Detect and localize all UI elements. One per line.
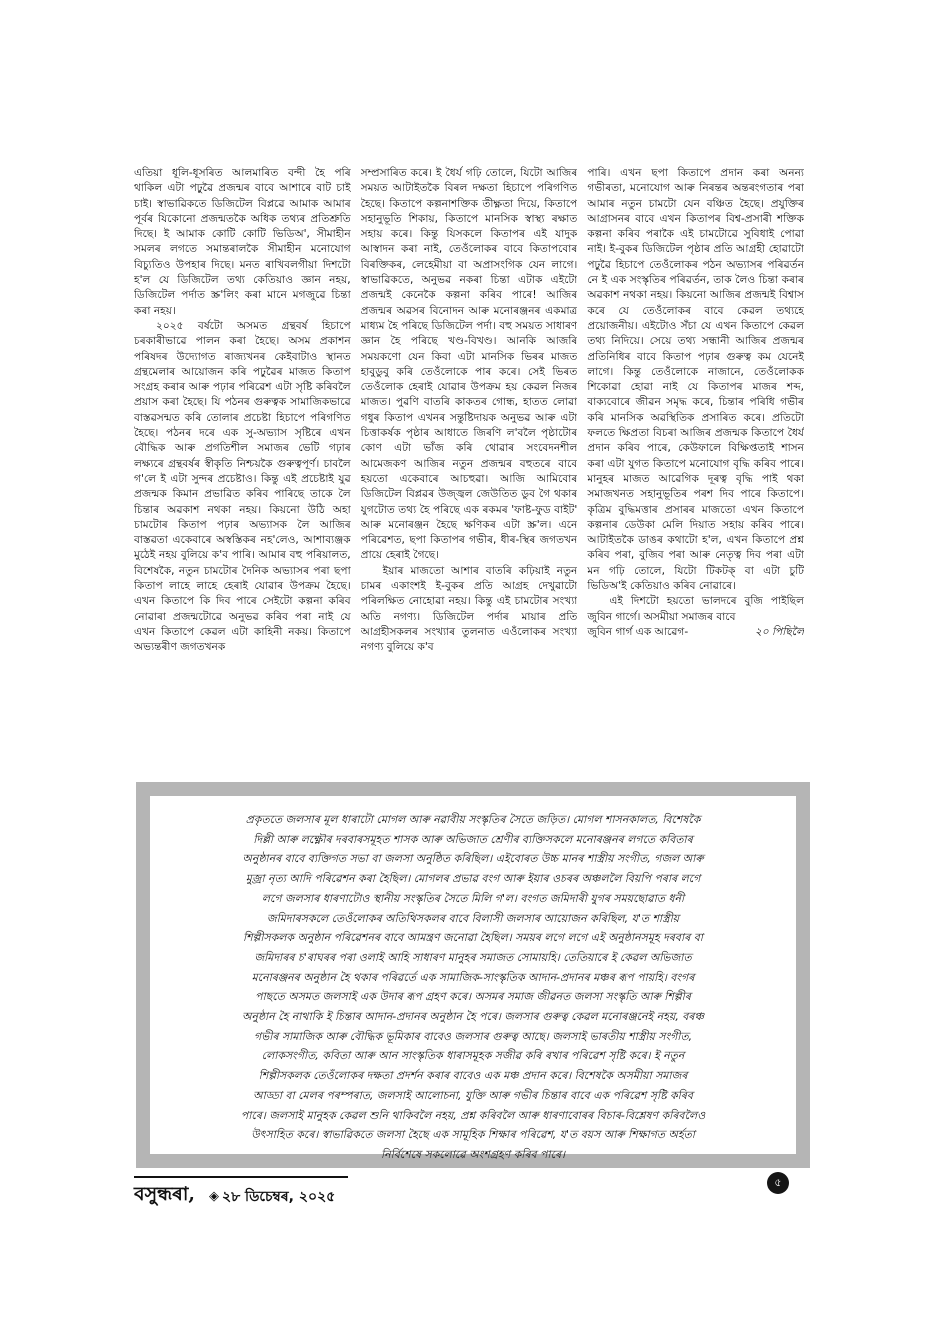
sidebar-box-line: লগে জলসাৰ ধাৰণাটোও স্থানীয় সংস্কৃতিৰ সৈতে মিলি গ'ল। বংগত জমিদাৰী যুগৰ সময়ছোৱাত ধনী	[261, 891, 685, 905]
sidebar-box-line: মুজ্ৰা নৃত্য আদি পৰিৱেশন কৰা হৈছিল। মোগলৰ প্ৰভাৱ বংগ আৰু ইয়াৰ ওচৰৰ অঞ্চললৈ বিয়পি পৰাৰ লগে	[245, 872, 701, 886]
issue-date	[209, 1185, 335, 1209]
sidebar-box-line: অনুষ্ঠান হৈ নাথাকি ই চিন্তাৰ আদান-প্ৰদানৰ অনুষ্ঠান হৈ পৰে। জলসাৰ গুৰুত্ব কেৱল মনোৰঞ্জনেই নহয়, বৰঞ্চ	[242, 1010, 704, 1024]
article-paragraph: ইয়াৰ মাজতো আশাৰ বাতৰি কঢ়িয়াই নতুন চামৰ একাংশই ই-বুকৰ প্ৰতি আগ্ৰহ দেখুৱাটো পৰিলক্ষিত নোহোৱা নহয়। কিন্তু এই চামটোৰ সংখ্যা অতি নগণ্য। ডিজিটেল পৰ্দাৰ মায়াৰ প্ৰতি আগ্ৰহীসকলৰ সংখ্যাৰ তুলনাত এওঁলোকৰ সংখ্যা নগণ্য বুলিয়ে ক'ব	[360, 564, 578, 654]
article-paragraph: ২০২৫ বৰ্ষটো অসমত গ্ৰন্থবৰ্ষ হিচাপে চৰকাৰীভাৱে পালন কৰা হৈছে। অসম প্ৰকাশন পৰিষদৰ উদ্যোগত ৰাজ্যখনৰ কেইবাটাও স্থানত গ্ৰন্থমেলাৰ আয়োজন কৰি পঢ়ুৱৈৰ মাজত কিতাপ সংগ্ৰহ কৰাৰ আৰু পঢ়াৰ পৰিৱেশ এটা সৃষ্টি কৰিবলৈ প্ৰয়াস কৰা হৈছে। যি পঠনৰ গুৰুত্বক সামাজিকভাৱে বাস্তৱসন্মত কৰি তোলাৰ প্ৰচেষ্টা হিচাপে পৰিগণিত হৈছে। পঠনৰ দৰে এক সু-অভ্যাস সৃষ্টিৰে এখন বৌদ্ধিক আৰু প্ৰগতিশীল সমাজৰ ভেটি গঢ়াৰ লক্ষ্যৰে গ্ৰন্থবৰ্ষৰ স্বীকৃতি নিশ্চয়কৈ গুৰুত্বপূৰ্ণ। চাবলৈ গ'লে ই এটা সুন্দৰ প্ৰচেষ্টাও। কিন্তু এই প্ৰচেষ্টাই যুৱ প্ৰজন্মক কিমান প্ৰভাৱিত কৰিব পাৰিছে তাকে লৈ চিন্তাৰ অৱকাশ নথকা নহয়। কিয়নো উঠি অহা চামটোৰ কিতাপ পঢ়াৰ অভ্যাসক লৈ আজিৰ বাস্তৱতা একেবাৰে অস্বস্তিকৰ নহ'লেও, আশাব্যঞ্জক মুঠেই নহয় বুলিয়ে ক'ব পাৰি। আমাৰ বহু পৰিয়ালত, বিশেষকৈ, নতুন চামটোৰ দৈনিক অভ্যাসৰ পৰা ছপা কিতাপ লাহে লাহে হেৰাই যোৱাৰ উপক্ৰম হৈছে। এখন কিতাপে কি দিব পাৰে সেইটো কল্পনা কৰিব নোৱাৰা প্ৰজন্মটোৱে অনুভৱ কৰিব পৰা নাই যে এখন কিতাপে কেৱল এটা কাহিনী নকয়। কিতাপে অভ্যন্তৰীণ জগতখনক	[134, 319, 351, 654]
sidebar-box-line: পাছতে অসমত জলসাই এক উদাৰ ৰূপ গ্ৰহণ কৰে। অসমৰ সমাজ জীৱনত জলসা সংস্কৃতি আৰু শিল্পীৰ	[255, 990, 691, 1004]
footer-rule	[134, 1176, 348, 1178]
sidebar-box-line: অনুষ্ঠানৰ বাবে ব্যক্তিগত সভা বা জলসা অনুষ্ঠিত কৰিছিল। এইবোৰত উচ্চ মানৰ শাস্ত্ৰীয় সংগীত, গজল আৰু	[242, 852, 704, 866]
sidebar-box-line: জমিদাৰসকলে তেওঁলোকৰ অতিথিসকলৰ বাবে বিলাসী জলসাৰ আয়োজন কৰিছিল, য'ত শাস্ত্ৰীয়	[266, 911, 680, 925]
sidebar-box-line: জমিদাৰৰ চ'ৰাঘৰৰ পৰা ওলাই আহি সাধাৰণ মানুহৰ সমাজত সোমায়হি। তেতিয়াৰে ই কেৱল অভিজাত	[254, 950, 692, 964]
article-column-2	[361, 166, 578, 770]
sidebar-box-line: শিল্পীসকলক অনুষ্ঠান পৰিৱেশনৰ বাবে আমন্ত্ৰণ জনোৱা হৈছিল। সময়ৰ লগে লগে এই অনুষ্ঠানসমূহ দৰবাৰ বা	[243, 931, 703, 945]
article-paragraph: সম্প্ৰসাৰিত কৰে। ই ধৈৰ্য গঢ়ি তোলে, যিটো আজিৰ সময়ত আটাইতকৈ বিৰল দক্ষতা হিচাপে পৰিগণিত হৈছে। কিতাপে কল্পনাশক্তিক তীক্ষ্ণতা দিয়ে, কিতাপে সহানুভূতি শিকায়, কিতাপে মানসিক স্বাস্থ্য ৰক্ষাত সহায় কৰে। কিন্তু যিসকলে কিতাপৰ এই যাদুক আস্বাদন কৰা নাই, তেওঁলোকৰ বাবে কিতাপবোৰ বিৰক্তিকৰ, লেহেমীয়া বা অপ্ৰাসংগিক যেন লাগে। স্বাভাৱিকতে, অনুভৱ নকৰা চিন্তা এটাক এইটো প্ৰজন্মই কেনেকৈ কল্পনা কৰিব পাৰে! আজিৰ প্ৰজন্মৰ অৱসৰ বিনোদন আৰু মনোৰঞ্জনৰ একমাত্ৰ মাধ্যম হৈ পৰিছে ডিজিটেল পৰ্দা। বহু সময়ত সাধাৰণ জ্ঞান হৈ পৰিছে খণ্ড-বিখণ্ড। আনকি আজৰি সময়কণো যেন কিবা এটা মানসিক ভিৰৰ মাজত হাবুডুবু কৰি তেওঁলোকে পাৰ কৰে। সেই ভিৰত তেওঁলোক হেৰাই যোৱাৰ উপক্ৰম হয় কেৱল নিজৰ মাজত। পুৱণি বাতৰি কাকতৰ গোন্ধ, হাতত লোৱা গধুৰ কিতাপ এখনৰ সন্তুষ্টিদায়ক অনুভৱ আৰু এটা চিত্তাকৰ্ষক পৃষ্ঠাৰ আধাতে জিৰণি ল'বলৈ পৃষ্ঠাটোৰ কোণ এটা ভাঁজ কৰি থোৱাৰ সংবেদনশীল আমেজকণ আজিৰ নতুন প্ৰজন্মৰ বহুতৰে বাবে হয়তো একেবাৰে আচহুৱা। আজি আমিবোৰ ডিজিটেল বিপ্লৱৰ উজ্জ্বল জেউতিত ডুব গৈ থকাৰ যুগটোত তথ্য হৈ পৰিছে এক ৰকমৰ 'ফাষ্ট-ফুড বাইট' আৰু মনোৰঞ্জন হৈছে ক্ষণিকৰ এটা স্ক্ৰ'ল। এনে পৰিৱেশত, ছপা কিতাপৰ গভীৰ, ধীৰ-স্থিৰ জগতখন প্ৰায়ে হেৰাই গৈছে।	[360, 167, 578, 562]
article-paragraph: এতিয়া ধূলি-ধূসৰিত আলমাৰিত বন্দী হৈ পৰি থাকিল এটা পঢ়ুৱৈ প্ৰজন্মৰ বাবে আশাৰে বাট চাই চাই। স্বাভাৱিকতে ডিজিটেল বিপ্লৱে আমাক আমাৰ পূৰ্বৰ যিকোনো প্ৰজন্মতকৈ অধিক তথ্যৰ প্ৰতিশ্ৰুতি দিছে। ই আমাক কোটি কোটি ভিডিঅ', সীমাহীন সমলৰ লগতে সমান্তৰালকৈ সীমাহীন মনোযোগ বিচ্যুতিও উপহাৰ দিছে। মনত ৰাখিবলগীয়া দিশটো হ'ল যে ডিজিটেল তথ্য কেতিয়াও জ্ঞান নহয়, ডিজিটেল পৰ্দাত স্ক্ৰ'লিং কৰা মানে মগজুৱে চিন্তা কৰা নহয়।	[134, 167, 351, 317]
page-footer	[134, 1180, 335, 1212]
article-paragraph: এই দিশটো হয়তো ভালদৰে বুজি পাইছিল জুবিন গাৰ্গে। অসমীয়া সমাজৰ বাবে	[587, 595, 805, 623]
sidebar-box-line: পাৰে। জলসাই মানুহক কেৱল শুনি থাকিবলৈ নহয়, প্ৰশ্ন কৰিবলৈ আৰু ধাৰণাবোৰৰ বিচাৰ-বিশ্লেষণ কৰিবলৈও	[240, 1108, 706, 1122]
last-line-text: জুবিন গাৰ্গ এক আৱেগ-	[587, 625, 689, 638]
article-paragraph: পাৰি। এখন ছপা কিতাপে প্ৰদান কৰা অনন্য গভীৰতা, মনোযোগ আৰু নিৰন্তৰ অন্তৰংগতাৰ পৰা আমাৰ নতুন চামটো যেন বঞ্চিত হৈছে। প্ৰযুক্তিৰ আগ্ৰাসনৰ বাবে এখন কিতাপৰ বিশ্ব-প্ৰসাৰী শক্তিক কল্পনা কৰিব পৰাকৈ এই চামটোৱে সুবিধাই পোৱা নাই। ই-বুকৰ ডিজিটেল পৃষ্ঠাৰ প্ৰতি আগ্ৰহী হোৱাটো পঢ়ুৱৈ হিচাপে তেওঁলোকৰ পঠন অভ্যাসৰ পৰিৱৰ্তন নে ই এক সংস্কৃতিৰ পৰিৱৰ্তন, তাক লৈও চিন্তা কৰাৰ অৱকাশ নথকা নহয়। কিয়নো আজিৰ প্ৰজন্মই বিশ্বাস কৰে যে তেওঁলোকৰ বাবে কেৱল তথ্যহে প্ৰয়োজনীয়। এইটোও সঁচা যে এখন কিতাপে কেৱল তথ্য নিদিয়ে। সেয়ে তথ্য সন্ধানী আজিৰ প্ৰজন্মৰ প্ৰতিনিধিৰ বাবে কিতাপ পঢ়াৰ গুৰুত্ব কম যেনেই লাগে। কিন্তু তেওঁলোকে নাজানে, তেওঁলোকক শিকোৱা হোৱা নাই যে কিতাপৰ মাজৰ শব্দ, বাক্যবোৰে জীৱন সমৃদ্ধ কৰে, চিন্তাৰ পৰিধি গভীৰ কৰি মানসিক অৱস্থিতিক প্ৰসাৰিত কৰে। প্ৰতিটো ফলতে ক্ষিপ্ৰতা বিচৰা আজিৰ প্ৰজন্মক কিতাপে ধৈৰ্য প্ৰদান কৰিব পাৰে, কেউফালে বিক্ষিপ্ততাই শাসন কৰা এটা যুগত কিতাপে মনোযোগ বৃদ্ধি কৰিব পাৰে। মানুহৰ মাজত আৱেগিক দূৰত্ব বৃদ্ধি পাই থকা সমাজখনত সহানুভূতিৰ পৰশ দিব পাৰে কিতাপে। কৃত্ৰিম বুদ্ধিমত্তাৰ প্ৰসাৰৰ মাজতো এখন কিতাপে কল্পনাৰ ডেউকা মেলি দিয়াত সহায় কৰিব পাৰে। আটাইতকৈ ডাঙৰ কথাটো হ'ল, এখন কিতাপে প্ৰশ্ন কৰিব পৰা, বুজিব পৰা আৰু নেতৃত্ব দিব পৰা এটা মন গঢ়ি তোলে, যিটো টিকটক্ বা এটা চুটি ভিডিঅ'ই কেতিয়াও কৰিব নোৱাৰে।	[587, 167, 805, 593]
sidebar-box-line: নিৰ্বিশেষে সকলোৱে অংশগ্ৰহণ কৰিব পাৰে।	[381, 1147, 565, 1161]
sidebar-box	[136, 782, 810, 1168]
sidebar-box-line: আড্ডা বা মেলৰ পৰম্পৰাত, জলসাই আলোচনা, যুক্তি আৰু গভীৰ চিন্তাৰ বাবে এক পৰিৱেশ সৃষ্টি কৰিব	[252, 1088, 693, 1102]
sidebar-box-line: মনোৰঞ্জনৰ অনুষ্ঠান হৈ থকাৰ পৰিৱৰ্তে এক সামাজিক-সাংস্কৃতিক আদান-প্ৰদানৰ মঞ্চৰ ৰূপ পায়হি। বংগৰ	[251, 970, 695, 984]
article-column-1	[134, 166, 351, 770]
diamond-icon: ◈	[209, 1189, 219, 1204]
sidebar-box-line: শিল্পীসকলক তেওঁলোকৰ দক্ষতা প্ৰদৰ্শন কৰাৰ বাবেও এক মঞ্চ প্ৰদান কৰে। বিশেষকৈ অসমীয়া সমাজৰ	[258, 1069, 688, 1083]
continued-on-link[interactable]: ২০ পিছিলৈ	[754, 625, 805, 638]
sidebar-box-line: প্ৰকৃততে জলসাৰ মূল ধাৰাটো মোগল আৰু নৱাবীয় সংস্কৃতিৰ সৈতে জড়িত। মোগল শাসনকালত, বিশেষকৈ	[245, 813, 701, 826]
issue-date-text: ২৮ ডিচেম্বৰ, ২০২৫	[222, 1188, 336, 1205]
sidebar-box-line: উৎসাহিত কৰে। স্বাভাৱিকতে জলসা হৈছে এক সামূহিক শিক্ষাৰ পৰিৱেশ, য'ত বয়স আৰু শিক্ষাগত অৰ্হতা	[251, 1128, 695, 1142]
article-column-3	[587, 166, 804, 770]
article-columns	[134, 166, 804, 770]
page-number-badge: ৫	[767, 1172, 789, 1194]
continuation-line	[587, 625, 804, 640]
sidebar-box-line: গভীৰ সামাজিক আৰু বৌদ্ধিক ভূমিকাৰ বাবেও জলসাৰ গুৰুত্ব আছে। জলসাই ভাৰতীয় শাস্ত্ৰীয় সংগীত,	[253, 1029, 693, 1043]
sidebar-box-content	[150, 796, 796, 1161]
sidebar-box-line: লোকসংগীত, কবিতা আৰু আন সাংস্কৃতিক ধাৰাসমূহক সজীৱ কৰি ৰখাৰ পৰিৱেশ সৃষ্টি কৰে। ই নতুন	[261, 1049, 685, 1063]
sidebar-box-line: দিল্লী আৰু লক্ষ্ণৌৰ দৰবাৰসমূহত শাসক আৰু অভিজাত শ্ৰেণীৰ ব্যক্তিসকলে মনোৰঞ্জনৰ লগতে কবিতাৰ	[253, 832, 693, 846]
masthead: বসুন্ধৰা,	[134, 1183, 195, 1205]
